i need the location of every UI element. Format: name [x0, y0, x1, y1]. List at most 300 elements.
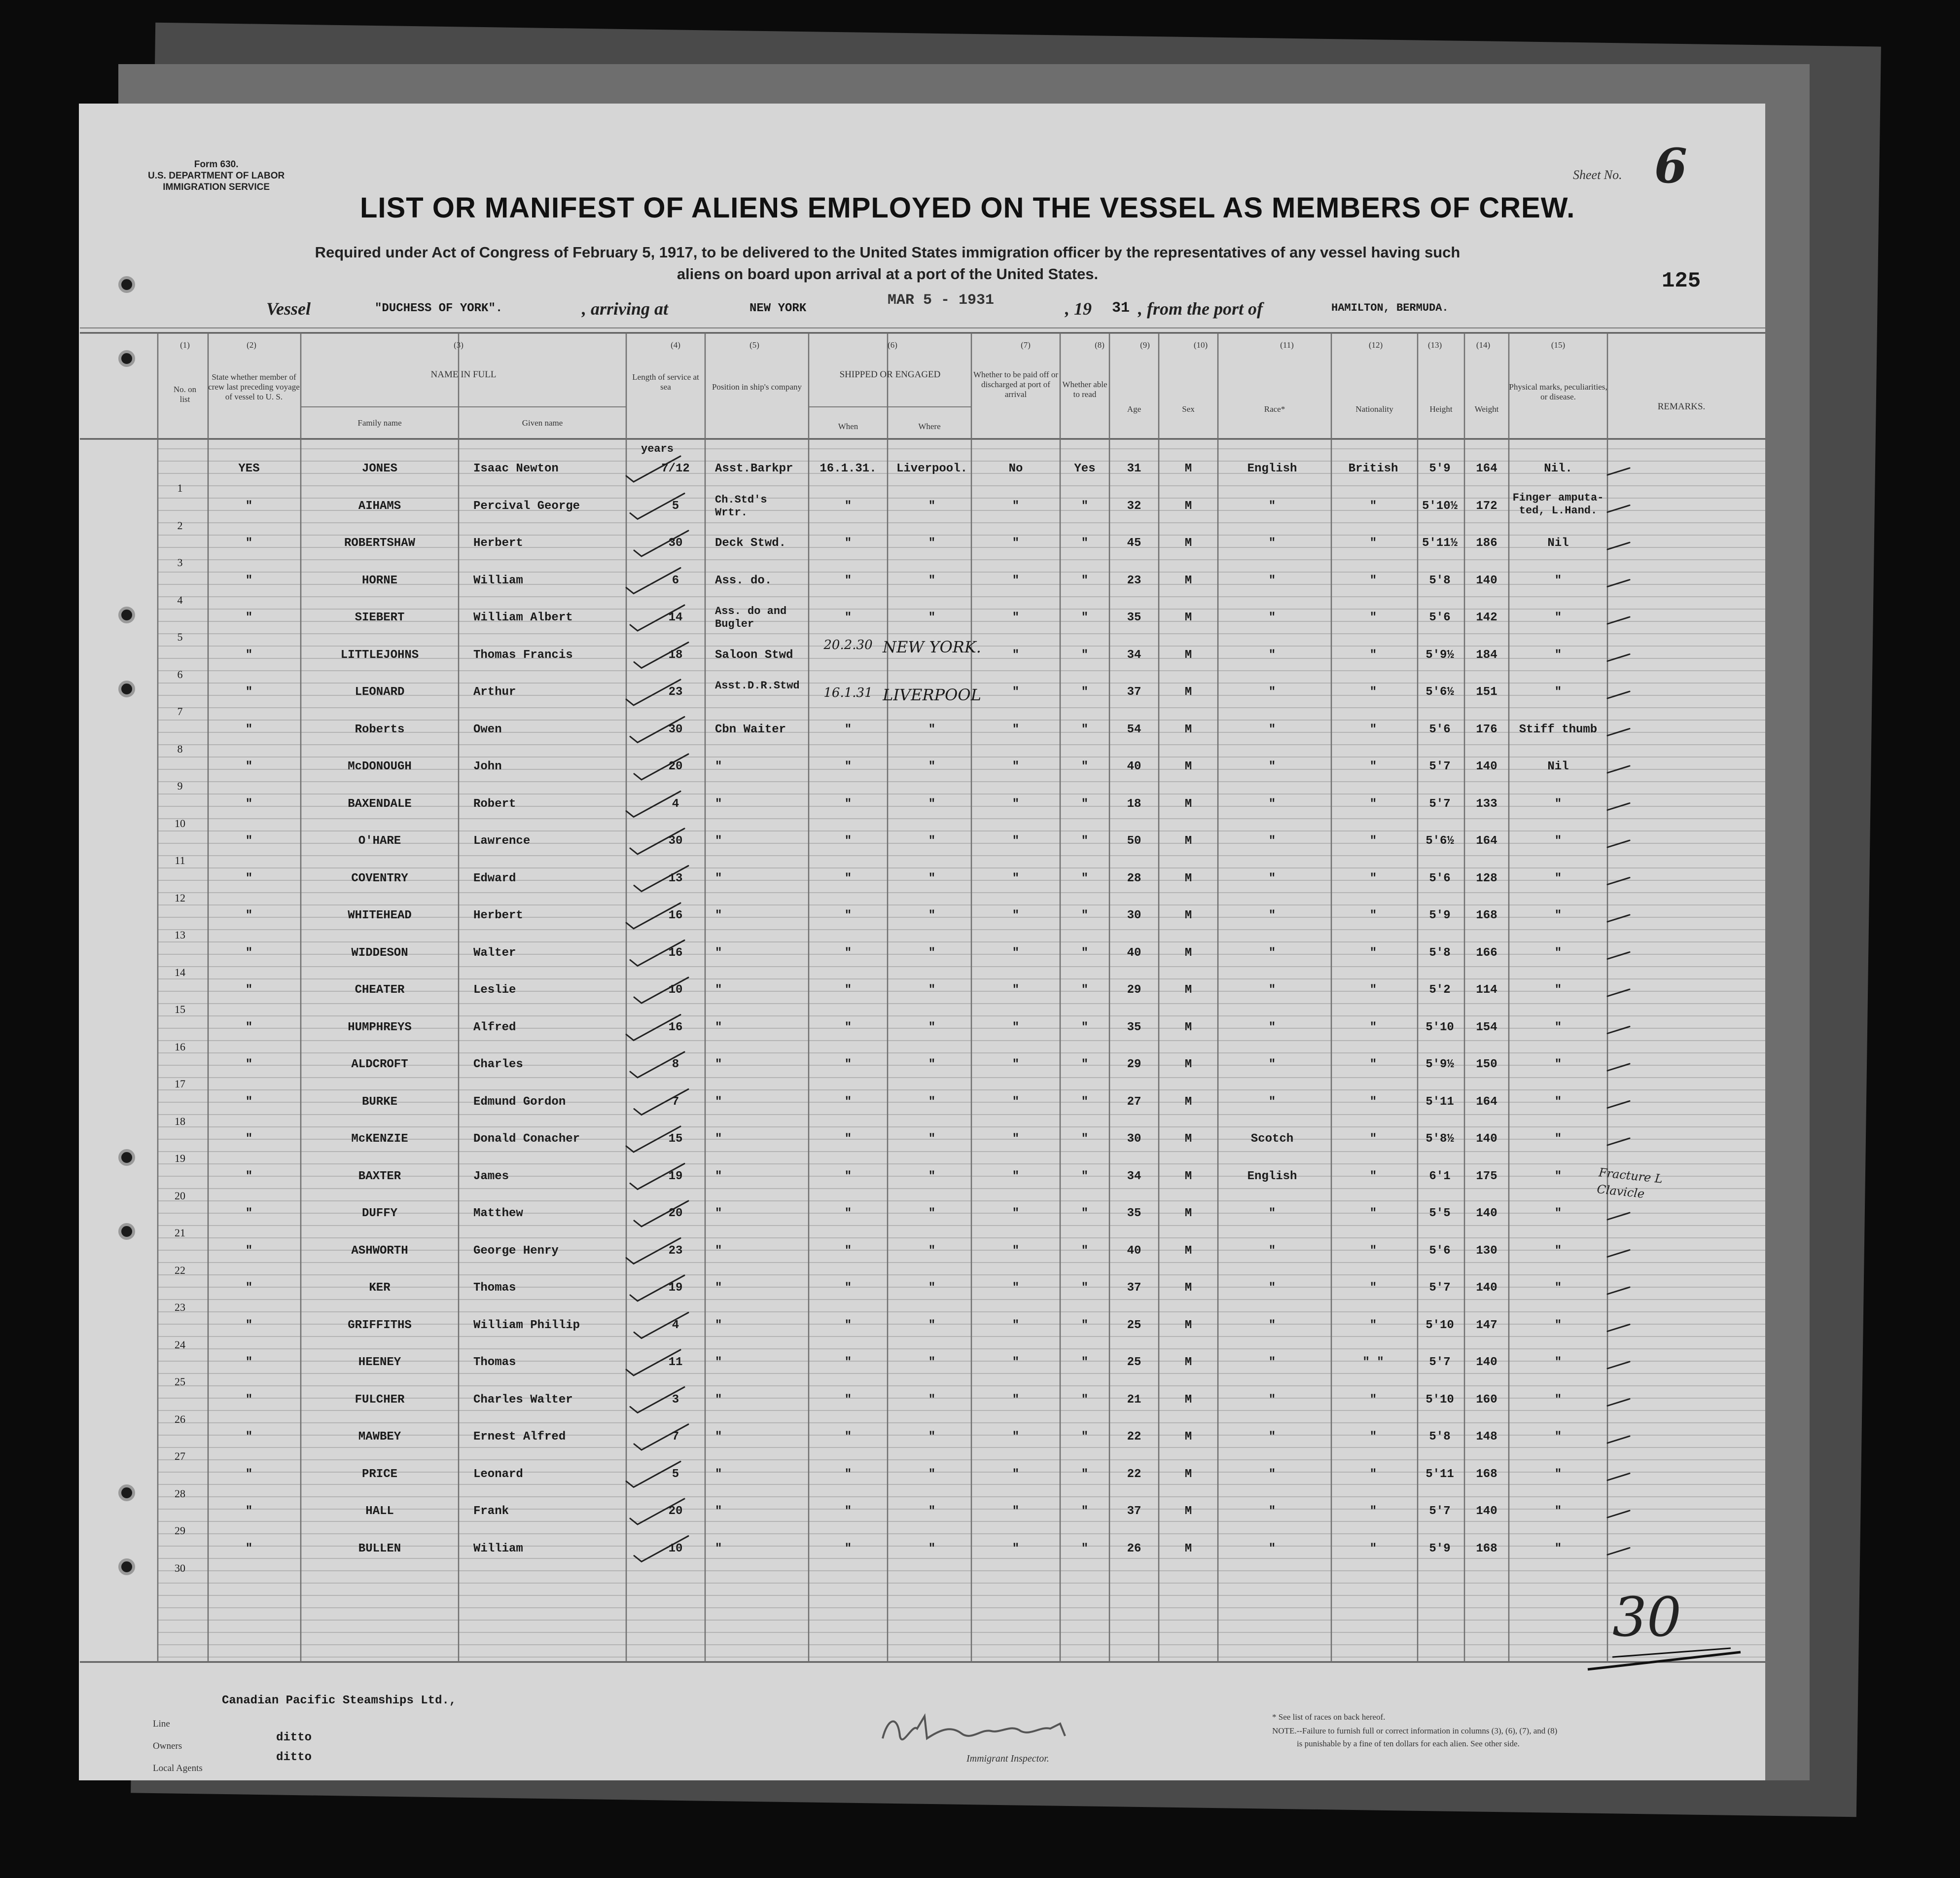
- paid-off-cell: ": [1012, 611, 1020, 624]
- header-physical-marks: Physical marks, peculiarities, or disease.: [1509, 382, 1607, 401]
- physical-marks-cell: ": [1554, 1058, 1562, 1071]
- previous-voyage-cell: ": [245, 1356, 253, 1369]
- race-cell: ": [1268, 1020, 1276, 1034]
- note-line-2: is punishable by a fine of ten dollars for each alien. See other side.: [1297, 1739, 1520, 1748]
- total-count: 30: [1612, 1586, 1681, 1649]
- shipped-when-cell: ": [844, 1207, 852, 1220]
- height-cell: 5'9½: [1425, 1058, 1454, 1071]
- given-name-cell: Edward: [473, 871, 516, 885]
- able-to-read-cell: ": [1081, 946, 1089, 960]
- age-cell: 18: [1127, 797, 1141, 811]
- shipped-where-cell: ": [928, 1318, 936, 1332]
- able-to-read-cell: ": [1081, 1095, 1089, 1109]
- sex-cell: M: [1184, 1542, 1192, 1555]
- race-cell: ": [1268, 1467, 1276, 1481]
- height-cell: 5'7: [1429, 760, 1451, 773]
- subtitle-line-2: aliens on board upon arrival at a port of the United States.: [677, 265, 1099, 283]
- nationality-cell: ": [1369, 1542, 1377, 1555]
- nationality-cell: ": [1369, 834, 1377, 848]
- family-name-cell: COVENTRY: [351, 871, 408, 885]
- shipped-when-cell: ": [844, 1058, 852, 1071]
- length-of-service-cell: 10: [668, 983, 683, 997]
- header-position: Position in ship's company: [712, 382, 802, 392]
- paid-off-cell: ": [1012, 1132, 1020, 1146]
- shipped-when-cell: 16.1.31.: [820, 462, 877, 475]
- race-cell: ": [1268, 1095, 1276, 1109]
- length-of-service-cell: 20: [668, 760, 683, 773]
- able-to-read-cell: ": [1081, 797, 1089, 811]
- position-cell: ": [715, 909, 722, 922]
- nationality-cell: ": [1369, 1020, 1377, 1034]
- paid-off-cell: ": [1012, 499, 1020, 513]
- able-to-read-cell: ": [1081, 722, 1089, 736]
- length-of-service-cell: 15: [668, 1132, 683, 1146]
- position-cell: ": [715, 1542, 722, 1555]
- physical-marks-cell: ": [1554, 1169, 1562, 1183]
- paid-off-cell: ": [1012, 722, 1020, 736]
- sheet-number: 6: [1654, 138, 1687, 194]
- weight-cell: 140: [1476, 574, 1497, 587]
- height-cell: 5'8½: [1425, 1132, 1454, 1146]
- family-name-cell: BURKE: [361, 1095, 398, 1109]
- inspector-signature: [878, 1709, 1085, 1753]
- row-number-cell: 18: [175, 1115, 185, 1127]
- height-cell: 5'11: [1425, 1095, 1454, 1109]
- sex-cell: M: [1184, 1393, 1192, 1407]
- race-cell: ": [1268, 1542, 1276, 1555]
- race-cell: ": [1268, 946, 1276, 960]
- sex-cell: M: [1184, 1169, 1192, 1183]
- previous-voyage-cell: ": [245, 1542, 253, 1555]
- header-name-in-full: NAME IN FULL: [430, 369, 497, 380]
- previous-voyage-cell: ": [245, 909, 253, 922]
- previous-voyage-cell: YES: [238, 462, 260, 475]
- race-cell: ": [1268, 983, 1276, 997]
- row-number-cell: 7: [177, 705, 183, 718]
- sex-cell: M: [1184, 1430, 1192, 1444]
- length-of-service-cell: 30: [668, 537, 683, 550]
- row-number-cell: 21: [175, 1227, 185, 1239]
- sex-cell: M: [1184, 1058, 1192, 1071]
- given-name-cell: Frank: [473, 1505, 509, 1518]
- nationality-cell: ": [1369, 686, 1377, 699]
- paid-off-cell: ": [1012, 871, 1020, 885]
- weight-cell: 140: [1476, 760, 1497, 773]
- physical-marks-cell: ": [1554, 1467, 1562, 1481]
- family-name-cell: ALDCROFT: [351, 1058, 408, 1071]
- col-num-5: (5): [749, 340, 759, 350]
- shipped-where-cell: ": [928, 1393, 936, 1407]
- able-to-read-cell: ": [1081, 499, 1089, 513]
- given-name-cell: Leslie: [473, 983, 516, 997]
- age-cell: 29: [1127, 983, 1141, 997]
- paid-off-cell: ": [1012, 1393, 1020, 1407]
- table-grid: [79, 104, 1765, 1780]
- shipped-where-cell: ": [928, 1281, 936, 1295]
- length-of-service-cell: 16: [668, 946, 683, 960]
- shipped-when-cell: ": [844, 499, 852, 513]
- height-cell: 5'6½: [1425, 686, 1454, 699]
- physical-marks-cell: ": [1554, 1281, 1562, 1295]
- position-cell: ": [715, 983, 722, 997]
- shipped-where-cell: ": [928, 983, 936, 997]
- family-name-cell: FULCHER: [355, 1393, 405, 1407]
- age-cell: 22: [1127, 1467, 1141, 1481]
- length-of-service-cell: 4: [672, 797, 679, 811]
- shipped-when-cell: ": [844, 946, 852, 960]
- shipped-when-cell: ": [844, 722, 852, 736]
- vessel-label: Vessel: [266, 299, 311, 319]
- family-name-cell: KER: [369, 1281, 391, 1295]
- sex-cell: M: [1184, 611, 1192, 624]
- header-nationality: Nationality: [1355, 404, 1393, 414]
- family-name-cell: CHEATER: [355, 983, 405, 997]
- paid-off-cell: ": [1012, 1169, 1020, 1183]
- length-of-service-cell: 8: [672, 1058, 679, 1071]
- race-cell: ": [1268, 648, 1276, 662]
- nationality-cell: ": [1369, 499, 1377, 513]
- previous-voyage-cell: ": [245, 1244, 253, 1258]
- nationality-cell: ": [1369, 871, 1377, 885]
- row-number-cell: 24: [175, 1338, 185, 1351]
- length-of-service-cell: 14: [668, 611, 683, 624]
- nationality-cell: ": [1369, 909, 1377, 922]
- previous-voyage-cell: ": [245, 722, 253, 736]
- given-name-cell: Herbert: [473, 909, 523, 922]
- able-to-read-cell: ": [1081, 1020, 1089, 1034]
- year-label: , 19: [1065, 299, 1092, 319]
- able-to-read-cell: ": [1081, 1542, 1089, 1555]
- shipped-where-cell: ": [928, 834, 936, 848]
- race-cell: ": [1268, 574, 1276, 587]
- position-cell: Ass. do.: [715, 574, 772, 587]
- length-of-service-cell: 6: [672, 574, 679, 587]
- physical-marks-cell: ": [1554, 1430, 1562, 1444]
- row-number-cell: 13: [175, 929, 185, 941]
- physical-marks-cell: ": [1554, 1542, 1562, 1555]
- weight-cell: 168: [1476, 1467, 1497, 1481]
- able-to-read-cell: ": [1081, 834, 1089, 848]
- age-cell: 28: [1127, 871, 1141, 885]
- shipped-where-cell: ": [928, 1169, 936, 1183]
- paid-off-cell: ": [1012, 1020, 1020, 1034]
- age-cell: 35: [1127, 611, 1141, 624]
- given-name-cell: Edmund Gordon: [473, 1095, 566, 1109]
- row-number-cell: 25: [175, 1375, 185, 1388]
- weight-cell: 154: [1476, 1020, 1497, 1034]
- physical-marks-cell: ": [1554, 983, 1562, 997]
- weight-cell: 172: [1476, 499, 1497, 513]
- physical-marks-cell: ": [1554, 1095, 1562, 1109]
- race-cell: English: [1247, 1169, 1297, 1183]
- able-to-read-cell: Yes: [1074, 462, 1096, 475]
- col-num-6: (6): [888, 340, 897, 350]
- family-name-cell: HORNE: [361, 574, 398, 587]
- previous-voyage-cell: ": [245, 574, 253, 587]
- sex-cell: M: [1184, 1505, 1192, 1518]
- family-name-cell: JONES: [361, 462, 398, 475]
- sex-cell: M: [1184, 1244, 1192, 1258]
- col-num-1: (1): [180, 340, 190, 350]
- height-cell: 5'10: [1425, 1020, 1454, 1034]
- nationality-cell: ": [1369, 574, 1377, 587]
- physical-marks-cell: ": [1554, 611, 1562, 624]
- shipped-where-cell: ": [928, 946, 936, 960]
- length-of-service-cell: 5: [672, 499, 679, 513]
- physical-marks-cell: ": [1554, 871, 1562, 885]
- able-to-read-cell: ": [1081, 574, 1089, 587]
- race-cell: ": [1268, 722, 1276, 736]
- given-name-cell: James: [473, 1169, 509, 1183]
- position-cell: ": [715, 1169, 722, 1183]
- previous-voyage-cell: ": [245, 983, 253, 997]
- row-number-cell: 6: [177, 668, 183, 681]
- height-cell: 6'1: [1429, 1169, 1451, 1183]
- physical-marks-cell: ": [1554, 797, 1562, 811]
- paid-off-cell: ": [1012, 1318, 1020, 1332]
- shipped-where-cell: ": [928, 760, 936, 773]
- given-name-cell: Lawrence: [473, 834, 531, 848]
- shipped-where-cell: ": [928, 1132, 936, 1146]
- height-cell: 5'10: [1425, 1393, 1454, 1407]
- shipped-where-cell: ": [928, 1430, 936, 1444]
- length-of-service-cell: 11: [668, 1356, 683, 1369]
- family-name-cell: McKENZIE: [351, 1132, 408, 1146]
- header-paid-off: Whether to be paid off or discharged at port of arrival: [973, 370, 1058, 399]
- nationality-cell: ": [1369, 1058, 1377, 1071]
- date-stamp: MAR 5 - 1931: [888, 292, 995, 309]
- paid-off-cell: ": [1012, 1281, 1020, 1295]
- total-underline: [1583, 1642, 1750, 1677]
- remark-fracture: Fracture L Clavicle: [1596, 1165, 1664, 1201]
- able-to-read-cell: ": [1081, 1430, 1089, 1444]
- shipped-where-cell: ": [928, 1505, 936, 1518]
- paid-off-cell: ": [1012, 574, 1020, 587]
- row-number-cell: 19: [175, 1152, 185, 1164]
- previous-voyage-cell: ": [245, 1318, 253, 1332]
- height-cell: 5'6½: [1425, 834, 1454, 848]
- paid-off-cell: ": [1012, 686, 1020, 699]
- arriving-port: NEW YORK: [749, 302, 807, 315]
- family-name-cell: ASHWORTH: [351, 1244, 408, 1258]
- given-name-cell: Charles: [473, 1058, 523, 1071]
- weight-cell: 151: [1476, 686, 1497, 699]
- weight-cell: 133: [1476, 797, 1497, 811]
- given-name-cell: George Henry: [473, 1244, 559, 1258]
- nationality-cell: ": [1369, 1430, 1377, 1444]
- line-value: Canadian Pacific Steamships Ltd.,: [222, 1694, 457, 1707]
- nationality-cell: ": [1369, 648, 1377, 662]
- row-number-cell: 3: [177, 556, 183, 569]
- height-cell: 5'8: [1429, 946, 1451, 960]
- length-of-service-cell: 16: [668, 909, 683, 922]
- weight-cell: 175: [1476, 1169, 1497, 1183]
- shipped-when-cell: ": [844, 1430, 852, 1444]
- shipped-when-cell: ": [844, 1505, 852, 1518]
- paid-off-cell: No: [1008, 462, 1023, 475]
- position-cell: ": [715, 1020, 722, 1034]
- sex-cell: M: [1184, 722, 1192, 736]
- family-name-cell: GRIFFITHS: [348, 1318, 412, 1332]
- able-to-read-cell: ": [1081, 1467, 1089, 1481]
- header-weight: Weight: [1474, 404, 1499, 414]
- header-no-on-list: No. on list: [173, 385, 197, 404]
- race-cell: ": [1268, 1207, 1276, 1220]
- position-cell: ": [715, 760, 722, 773]
- previous-voyage-cell: ": [245, 686, 253, 699]
- family-name-cell: WIDDESON: [351, 946, 408, 960]
- height-cell: 5'7: [1429, 1356, 1451, 1369]
- age-cell: 22: [1127, 1430, 1141, 1444]
- length-of-service-cell: 23: [668, 686, 683, 699]
- shipped-when-cell: ": [844, 1244, 852, 1258]
- position-cell: ": [715, 946, 722, 960]
- previous-voyage-cell: ": [245, 648, 253, 662]
- paid-off-cell: ": [1012, 946, 1020, 960]
- row-number-cell: 9: [177, 780, 183, 792]
- shipped-where-cell: ": [928, 499, 936, 513]
- weight-cell: 168: [1476, 1542, 1497, 1555]
- length-of-service-cell: 23: [668, 1244, 683, 1258]
- sex-cell: M: [1184, 686, 1192, 699]
- previous-voyage-cell: ": [245, 760, 253, 773]
- family-name-cell: AIHAMS: [358, 499, 401, 513]
- race-cell: ": [1268, 760, 1276, 773]
- weight-cell: 164: [1476, 834, 1497, 848]
- weight-cell: 160: [1476, 1393, 1497, 1407]
- previous-voyage-cell: ": [245, 1430, 253, 1444]
- weight-cell: 176: [1476, 722, 1497, 736]
- length-of-service-cell: 5: [672, 1467, 679, 1481]
- weight-cell: 114: [1476, 983, 1497, 997]
- able-to-read-cell: ": [1081, 1505, 1089, 1518]
- header-race: Race*: [1264, 404, 1285, 414]
- length-of-service-cell: 18: [668, 648, 683, 662]
- physical-marks-cell: ": [1554, 946, 1562, 960]
- given-name-cell: Charles Walter: [473, 1393, 573, 1407]
- row-number-cell: 22: [175, 1264, 185, 1276]
- age-cell: 37: [1127, 1281, 1141, 1295]
- nationality-cell: ": [1369, 537, 1377, 550]
- col-num-9: (9): [1140, 340, 1150, 350]
- race-cell: ": [1268, 1505, 1276, 1518]
- position-cell: Ch.Std's Wrtr.: [715, 493, 767, 519]
- row-number-cell: 15: [175, 1003, 185, 1015]
- family-name-cell: HUMPHREYS: [348, 1020, 412, 1034]
- col-num-15: (15): [1551, 340, 1566, 350]
- col-num-14: (14): [1476, 340, 1491, 350]
- physical-marks-cell: ": [1554, 909, 1562, 922]
- header-able-read: Whether able to read: [1062, 380, 1107, 399]
- age-cell: 30: [1127, 1132, 1141, 1146]
- able-to-read-cell: ": [1081, 1393, 1089, 1407]
- shipped-where-cell: ": [928, 871, 936, 885]
- position-cell: ": [715, 1132, 722, 1146]
- height-cell: 5'8: [1429, 574, 1451, 587]
- weight-cell: 184: [1476, 648, 1497, 662]
- nationality-cell: ": [1369, 1132, 1377, 1146]
- age-cell: 50: [1127, 834, 1141, 848]
- position-cell: ": [715, 1430, 722, 1444]
- col-num-12: (12): [1368, 340, 1383, 350]
- shipped-when-cell: ": [844, 1095, 852, 1109]
- position-cell: Cbn Waiter: [715, 722, 786, 736]
- physical-marks-cell: ": [1554, 1132, 1562, 1146]
- physical-marks-cell: ": [1554, 686, 1562, 699]
- family-name-cell: O'HARE: [358, 834, 401, 848]
- given-name-cell: Matthew: [473, 1207, 523, 1220]
- given-name-cell: Donald Conacher: [473, 1132, 580, 1146]
- length-of-service-cell: 20: [668, 1505, 683, 1518]
- shipped-where-cell: NEW YORK.: [883, 637, 981, 656]
- physical-marks-cell: ": [1554, 648, 1562, 662]
- row-number-cell: 20: [175, 1189, 185, 1202]
- position-cell: ": [715, 1356, 722, 1369]
- row-number-cell: 27: [175, 1450, 185, 1462]
- able-to-read-cell: ": [1081, 1356, 1089, 1369]
- previous-voyage-cell: ": [245, 871, 253, 885]
- shipped-when-cell: ": [844, 834, 852, 848]
- weight-cell: 140: [1476, 1505, 1497, 1518]
- weight-cell: 164: [1476, 1095, 1497, 1109]
- race-cell: ": [1268, 686, 1276, 699]
- paid-off-cell: ": [1012, 1058, 1020, 1071]
- previous-voyage-cell: ": [245, 1095, 253, 1109]
- shipped-when-cell: ": [844, 611, 852, 624]
- able-to-read-cell: ": [1081, 686, 1089, 699]
- row-number-cell: 30: [175, 1561, 185, 1574]
- nationality-cell: ": [1369, 1393, 1377, 1407]
- race-cell: ": [1268, 834, 1276, 848]
- sex-cell: M: [1184, 499, 1192, 513]
- length-of-service-cell: 16: [668, 1020, 683, 1034]
- sex-cell: M: [1184, 946, 1192, 960]
- age-cell: 21: [1127, 1393, 1141, 1407]
- subtitle-line-1: Required under Act of Congress of February 5, 1917, to be delivered to the United States immigration officer by the representatives of any vessel having such: [315, 244, 1461, 261]
- position-cell: ": [715, 1244, 722, 1258]
- family-name-cell: MAWBEY: [358, 1430, 401, 1444]
- shipped-where-cell: ": [928, 797, 936, 811]
- able-to-read-cell: ": [1081, 537, 1089, 550]
- row-number-cell: 28: [175, 1487, 185, 1500]
- shipped-where-cell: ": [928, 574, 936, 587]
- sex-cell: M: [1184, 1132, 1192, 1146]
- family-name-cell: BULLEN: [358, 1542, 401, 1555]
- height-cell: 5'5: [1429, 1207, 1451, 1220]
- sex-cell: M: [1184, 1020, 1192, 1034]
- sex-cell: M: [1184, 983, 1192, 997]
- height-cell: 5'6: [1429, 871, 1451, 885]
- shipped-where-cell: ": [928, 537, 936, 550]
- previous-voyage-cell: ": [245, 1467, 253, 1481]
- age-cell: 35: [1127, 1020, 1141, 1034]
- given-name-cell: William: [473, 574, 523, 587]
- age-cell: 35: [1127, 1207, 1141, 1220]
- weight-cell: 130: [1476, 1244, 1497, 1258]
- physical-marks-cell: ": [1554, 1505, 1562, 1518]
- row-number-cell: 4: [177, 593, 183, 606]
- age-cell: 37: [1127, 686, 1141, 699]
- sex-cell: M: [1184, 537, 1192, 550]
- shipped-when-cell: ": [844, 909, 852, 922]
- weight-cell: 140: [1476, 1207, 1497, 1220]
- race-cell: ": [1268, 537, 1276, 550]
- height-cell: 5'6: [1429, 1244, 1451, 1258]
- given-name-cell: Owen: [473, 722, 502, 736]
- age-cell: 23: [1127, 574, 1141, 587]
- age-cell: 25: [1127, 1356, 1141, 1369]
- length-of-service-cell: 7: [672, 1430, 679, 1444]
